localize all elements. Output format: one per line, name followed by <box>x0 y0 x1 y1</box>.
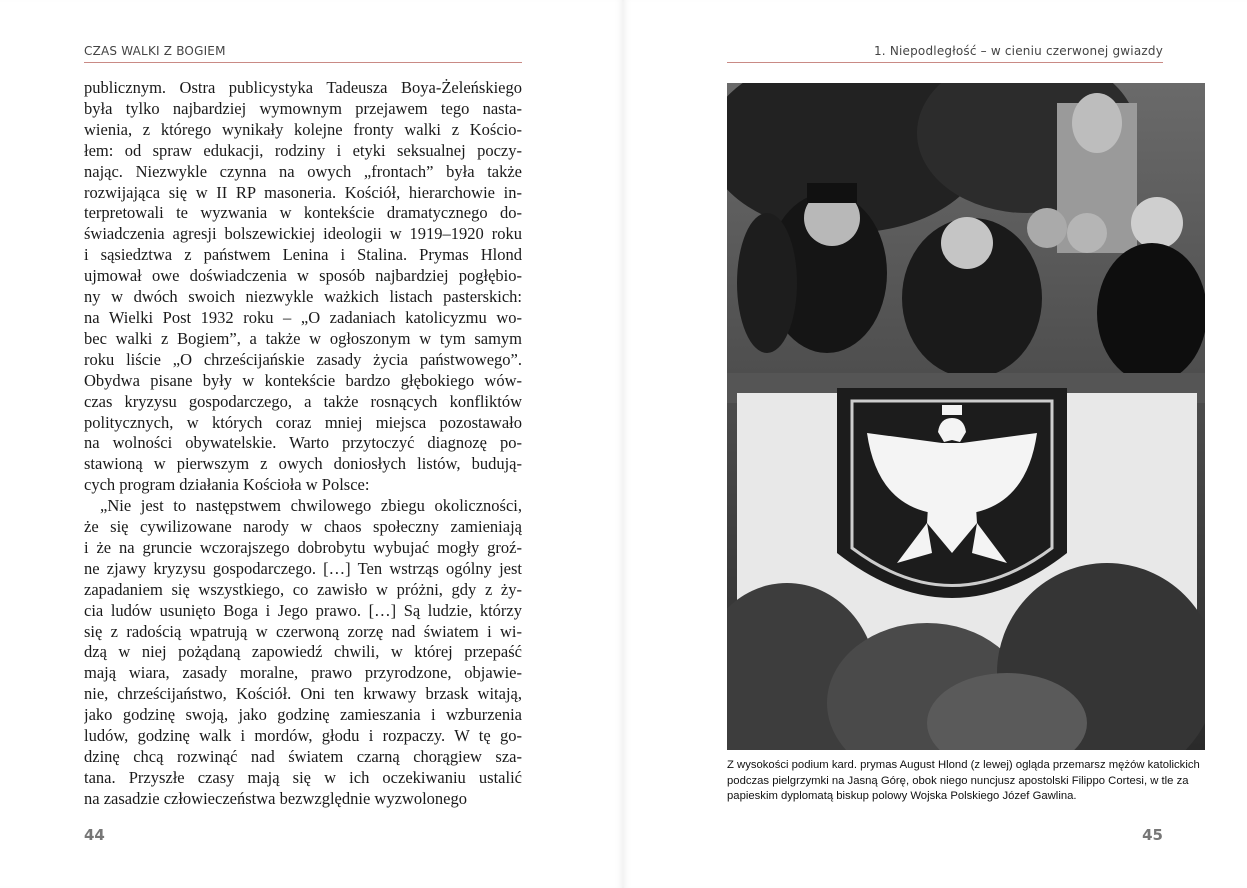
text-line: ludów, godzinę walk i mordów, głodu i rozpaczy. W tę go- <box>84 726 522 746</box>
running-head-left: CZAS WALKI Z BOGIEM <box>84 44 226 58</box>
left-page <box>0 0 623 888</box>
text-line: roku liście „O chrześcijańskie zasady życia państwowego”. <box>84 349 522 369</box>
text-line: że się cywilizowane narody w chaos społeczny zamieniają <box>84 517 522 537</box>
text-line: bec walki z Bogiem”, a także w ogłoszonym w tym samym <box>84 328 522 348</box>
text-line: cia ludów usunięto Boga i Jego prawo. […] Są ludzie, którzy <box>84 600 522 620</box>
text-line: i sąsiedztwa z państwem Lenina i Stalina. Prymas Hlond <box>84 245 522 265</box>
text-line: politycznych, w których coraz mniej miejsca pozostawało <box>84 412 522 432</box>
text-line: tana. Przyszłe czasy mają się w ich oczekiwaniu ustalić <box>84 767 522 787</box>
photo-caption: Z wysokości podium kard. prymas August Hlond (z lewej) ogląda przemarsz mężów katolickich podczas pielgrzymki na Jasną Górę, obok niego nuncjusz apostolski Filippo Cortesi, w tle za papieskim dyplomatą biskup polowy Wojska Polskiego Józef Gawlina. <box>727 759 1200 802</box>
text-line: jako godzinę swoją, jako godzinę zamieszania i wzburzenia <box>84 705 522 725</box>
historical-photo <box>727 83 1205 750</box>
text-line: czas kryzysu gospodarczego, a także rosnących konfliktów <box>84 391 522 411</box>
text-line: dzą w niej pożądaną zapowiedź chwili, w której przepaść <box>84 642 522 662</box>
text-line: świadczenia agresji bolszewickiej ideologii w 1919–1920 roku <box>84 224 522 244</box>
text-line: nie, chrześcijaństwo, Kościół. Oni ten krwawy brzask witają, <box>84 684 522 704</box>
text-line: stawioną w pierwszym z owych doniosłych listów, budują- <box>84 454 522 474</box>
text-line: Obydwa pisane były w kontekście bardzo głębokiego wów- <box>84 370 522 390</box>
text-line: na Wielki Post 1932 roku – „O zadaniach katolicyzmu wo- <box>84 307 522 327</box>
right-page <box>623 0 1247 888</box>
text-line: rozwijająca się w II RP masoneria. Kościół, hierarchowie in- <box>84 182 522 202</box>
text-line: „Nie jest to następstwem chwilowego zbiegu okoliczności, <box>100 496 522 516</box>
text-line: na wolności obywatelskie. Warto przytoczyć diagnozę po- <box>84 433 522 453</box>
page-number-right: 45 <box>1142 826 1163 844</box>
text-line: cych program działania Kościoła w Polsce: <box>84 475 370 495</box>
text-line: publicznym. Ostra publicystyka Tadeusza Boya-Żeleńskiego <box>84 78 522 97</box>
text-line: terpretowali te wyzwania w kontekście dramatycznego do- <box>84 203 522 223</box>
page-number-left: 44 <box>84 826 105 844</box>
header-rule <box>84 62 522 63</box>
photo-illustration <box>727 83 1205 750</box>
text-line: wienia, z którego wynikały kolejne fronty walki z Kościo- <box>84 119 522 139</box>
text-line: ne zjawy kryzysu gospodarczego. […] Ten wstrząs ogólny jest <box>84 558 522 578</box>
text-line: i że na gruncie wczorajszego dobrobytu wybujać mogły groź- <box>84 537 522 557</box>
text-line: na zasadzie człowieczeństwa bezwzględnie wyzwolonego <box>84 788 467 808</box>
text-line: dzinę chcą rozwinąć nad światem czarną chorągiew sza- <box>84 747 522 766</box>
body-text <box>84 78 522 810</box>
text-line: była tylko najbardziej wymownym przejawem tego nasta- <box>84 98 522 118</box>
text-line: się z radością wpatrują w czerwoną zorzę nad światem i wi- <box>84 621 522 641</box>
text-line: łem: od spraw edukacji, rodziny i etyki seksualnej poczy- <box>84 140 522 160</box>
text-line: ny w dwóch swoich niezwykle ważkich listach pasterskich: <box>84 287 522 307</box>
text-line: mają wiara, zasady moralne, prawo przyrodzone, objawie- <box>84 663 522 683</box>
text-line: ujmował owe doświadczenia w sposób najbardziej pogłębio- <box>84 266 522 286</box>
text-line: zapadaniem się wszystkiego, co zawisło w próżni, gdy z ży- <box>84 579 522 599</box>
running-head-right: 1. Niepodległość – w cieniu czerwonej gwiazdy <box>873 44 1163 58</box>
text-line: nając. Niezwykle czynna na owych „frontach” była także <box>84 161 522 181</box>
header-rule <box>727 62 1163 63</box>
